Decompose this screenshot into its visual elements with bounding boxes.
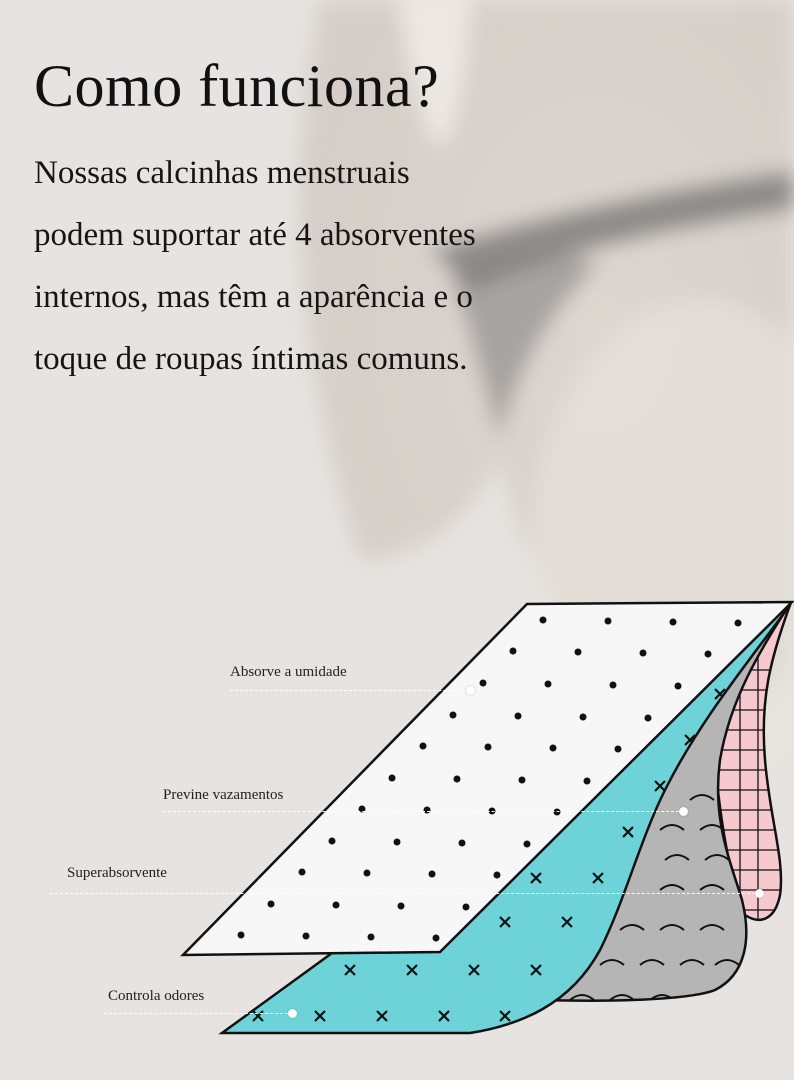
leader-dot	[466, 686, 475, 695]
label-absorve-umidade: Absorve a umidade	[230, 664, 347, 680]
description-line: internos, mas têm a aparência e o	[34, 279, 473, 315]
leader-line	[50, 893, 755, 894]
leader-line	[104, 1013, 288, 1014]
label-superabsorvente: Superabsorvente	[67, 865, 167, 881]
description-line: Nossas calcinhas menstruais	[34, 155, 410, 191]
page-title: Como funciona?	[34, 53, 440, 119]
leader-dot	[755, 889, 764, 898]
leader-line	[230, 690, 466, 691]
description-line: toque de roupas íntimas comuns.	[34, 341, 468, 377]
leader-dot	[679, 807, 688, 816]
leader-line	[163, 811, 679, 812]
label-previne-vazamentos: Previne vazamentos	[163, 787, 284, 803]
label-controla-odores: Controla odores	[108, 988, 205, 1004]
description-line: podem suportar até 4 absorventes	[34, 217, 476, 253]
leader-dot	[288, 1009, 297, 1018]
